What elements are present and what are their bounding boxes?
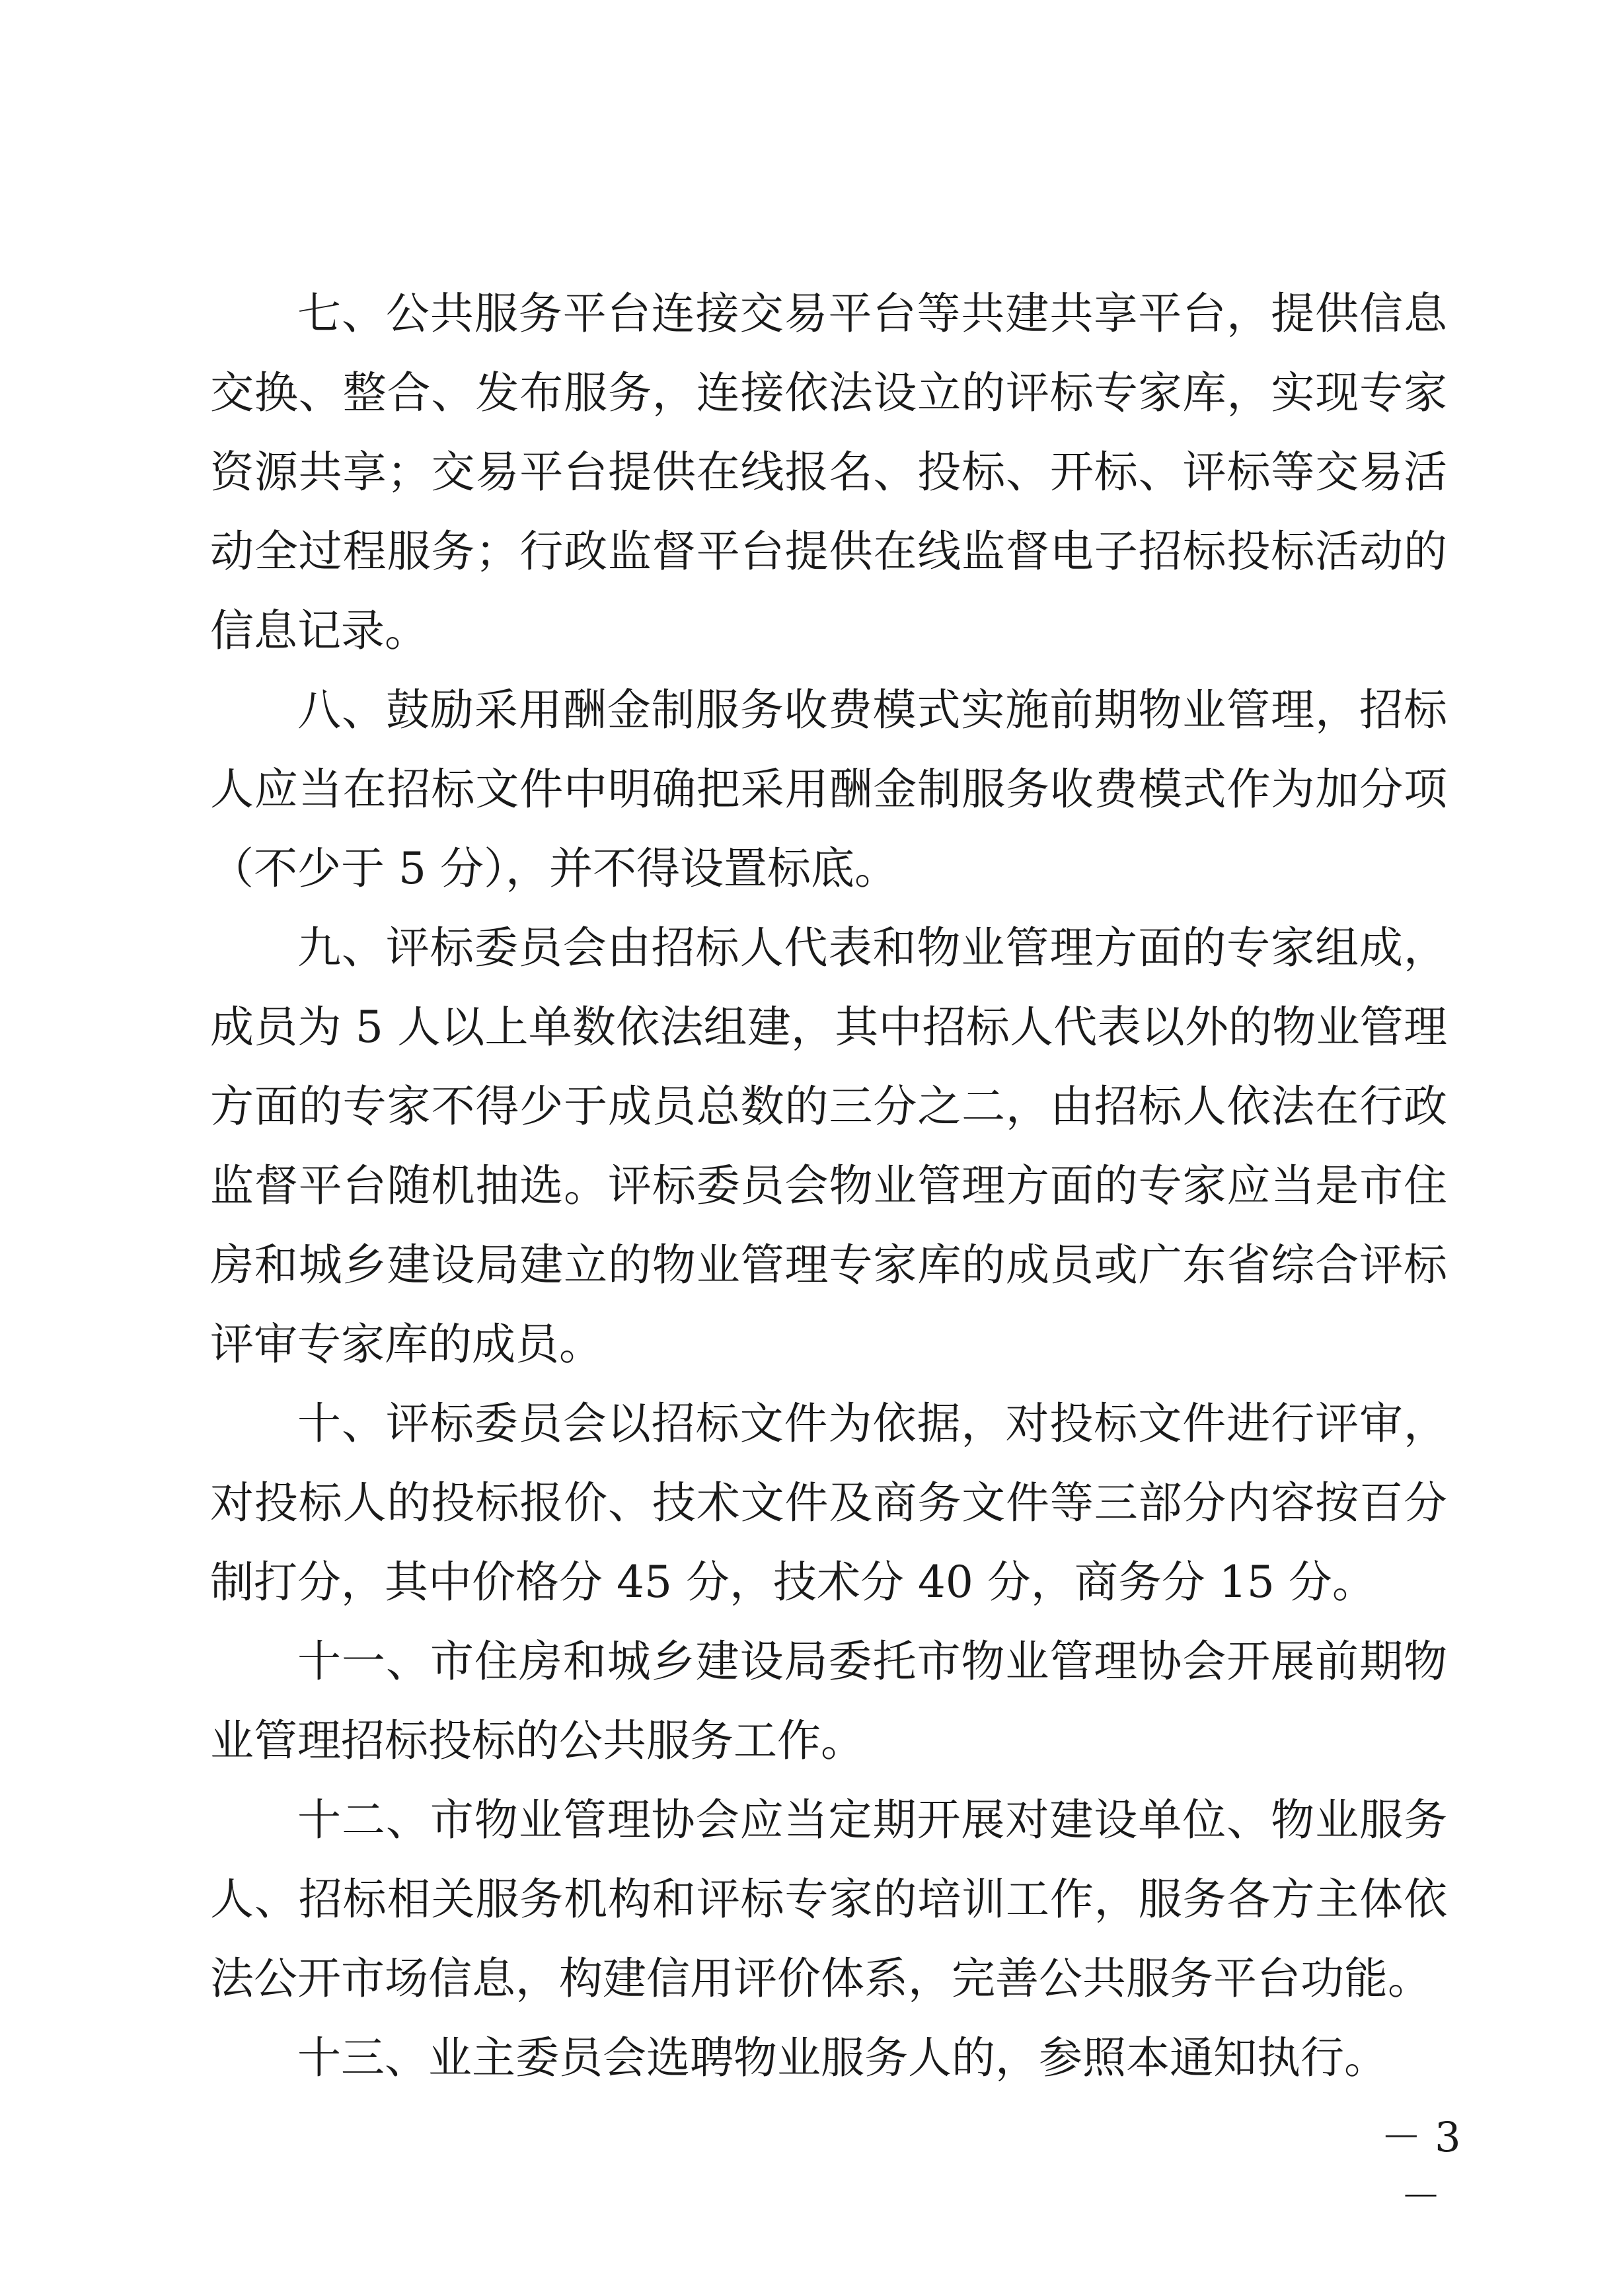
text-line: 法公开市场信息，构建信用评价体系，完善公共服务平台功能。 [210, 1953, 1431, 2004]
text-line: 七、公共服务平台连接交易平台等共建共享平台，提供信息 [297, 288, 1447, 339]
text-line: 九、评标委员会由招标人代表和物业管理方面的专家组成， [297, 922, 1447, 973]
text-line: 人应当在招标文件中明确把采用酬金制服务收费模式作为加分项 [210, 764, 1447, 815]
text-line: 人、招标相关服务机构和评标专家的培训工作，服务各方主体依 [210, 1874, 1447, 1925]
paragraph-9 [210, 908, 1447, 1384]
text-line: 信息记录。 [210, 605, 428, 656]
text-line: （不少于 5 分），并不得设置标底。 [210, 843, 898, 894]
paragraph-13 [210, 2018, 1447, 2098]
document-body [210, 274, 1447, 2098]
text-line: 业管理招标投标的公共服务工作。 [210, 1715, 864, 1766]
text-line: 十二、市物业管理协会应当定期开展对建设单位、物业服务 [297, 1795, 1447, 1845]
text-line: 十、评标委员会以招标文件为依据，对投标文件进行评审， [297, 1398, 1447, 1449]
text-line: 十三、业主委员会选聘物业服务人的，参照本通知执行。 [297, 2032, 1388, 2083]
text-line: 对投标人的投标报价、技术文件及商务文件等三部分内容按百分 [210, 1477, 1447, 1528]
text-line: 八、鼓励采用酬金制服务收费模式实施前期物业管理，招标 [297, 685, 1447, 735]
text-line: 监督平台随机抽选。评标委员会物业管理方面的专家应当是市住 [210, 1160, 1447, 1211]
text-line: 方面的专家不得少于成员总数的三分之二，由招标人依法在行政 [210, 1081, 1447, 1132]
text-line: 制打分，其中价格分 45 分，技术分 40 分，商务分 15 分。 [210, 1557, 1376, 1608]
text-line: 资源共享；交易平台提供在线报名、投标、开标、评标等交易活 [210, 447, 1447, 498]
text-line: 动全过程服务；行政监督平台提供在线监督电子招标投标活动的 [210, 526, 1447, 577]
paragraph-8 [210, 671, 1447, 908]
paragraph-12 [210, 1781, 1447, 2018]
text-line: 十一、市住房和城乡建设局委托市物业管理协会开展前期物 [297, 1636, 1447, 1687]
text-line: 交换、整合、发布服务，连接依法设立的评标专家库，实现专家 [210, 367, 1447, 418]
paragraph-7 [210, 274, 1447, 671]
page-number: － 3 － [1380, 2113, 1461, 2221]
text-line: 评审专家库的成员。 [210, 1319, 603, 1370]
paragraph-10 [210, 1384, 1447, 1622]
text-line: 房和城乡建设局建立的物业管理专家库的成员或广东省综合评标 [210, 1240, 1447, 1290]
text-line: 成员为 5 人以上单数依法组建，其中招标人代表以外的物业管理 [210, 1002, 1447, 1053]
paragraph-11 [210, 1622, 1447, 1781]
